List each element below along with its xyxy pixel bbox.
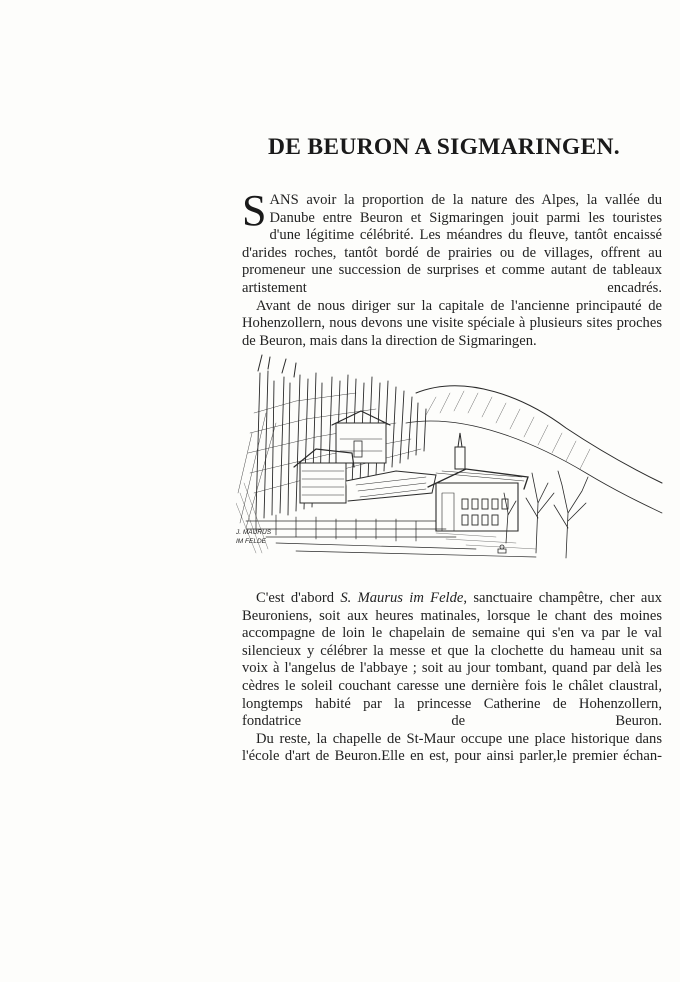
paragraph-4: Du reste, la chapelle de St-Maur occupe une place historique dans l'école d'art de Beuron.Elle en est, pour ainsi parler,le premier échan- xyxy=(242,730,662,765)
engraving-svg xyxy=(236,353,664,563)
paragraph-3-rest: , sanctuaire champêtre, cher aux Beuroniens, soit aux heures matinales, lorsque le chant des moines accompagne de loin le chapelain de semaine qui s'en va par le val silencieux y célébrer la messe et que la clochette du hameau unit sa voix à l'angelus de l'abbaye ; soit au jour tombant, quand par delà les cèdres le soleil couchant caresse une dernière fois le châlet claustral, longtemps habité par la princesse Catherine de Hohenzollern, fondatrice de Beuron. xyxy=(242,590,662,730)
body-text xyxy=(242,590,662,766)
paragraph-1-text: ANS avoir la proportion de la nature des Alpes, la vallée du Danube entre Beuron et Sigmaringen jouit parmi les touristes d'une légitime célébrité. Les méandres du fleuve, tantôt encaissé d'arides roches, tantôt bordé de prairies ou de villages, offrent au promeneur une succession de surprises et comme autant de tableaux artistement encadrés. xyxy=(242,192,662,296)
drop-cap: S xyxy=(242,186,267,235)
paragraph-3-start: C'est d'abord xyxy=(256,590,341,606)
paragraph-3 xyxy=(242,590,662,731)
engraving-illustration xyxy=(236,353,664,563)
paragraph-1 xyxy=(242,186,662,298)
signature-line-1: J. MAURUS xyxy=(236,529,272,536)
place-name-italic: S. Maurus im Felde xyxy=(340,590,464,606)
page-title: DE BEURON A SIGMARINGEN. xyxy=(268,134,620,160)
paragraph-2: Avant de nous diriger sur la capitale de l'ancienne principauté de Hohenzollern, nous devons une visite spéciale à plusieurs sites proches de Beuron, mais dans la direction de Sigmaringen. xyxy=(242,297,662,349)
intro-text xyxy=(242,186,662,350)
signature-line-2: IM FELDE xyxy=(236,538,266,545)
